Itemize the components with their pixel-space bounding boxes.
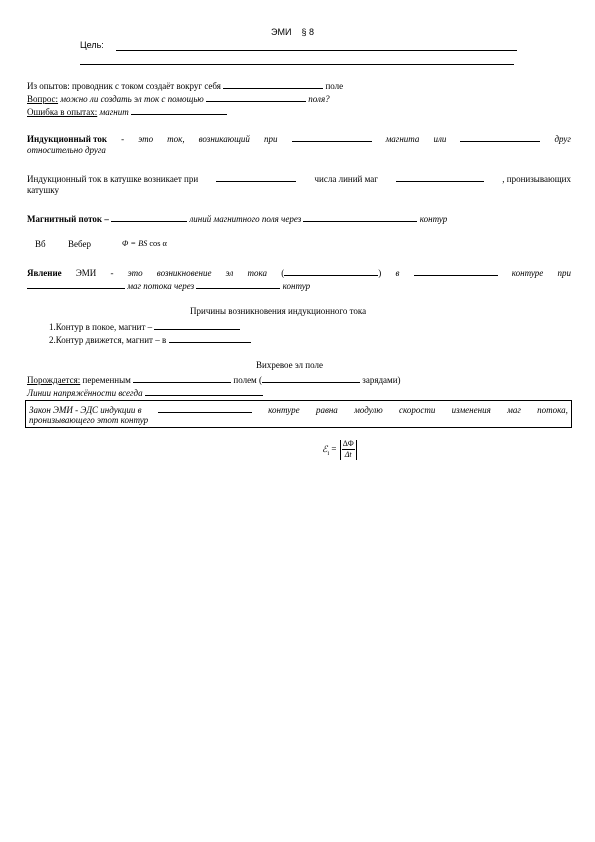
coil-line2: катушку — [27, 185, 59, 195]
unit-weber: Вебер — [68, 239, 91, 249]
causes-heading: Причины возникновения индукционного тока — [190, 306, 367, 316]
vortex-lines-line — [27, 386, 263, 399]
blank-coil[interactable] — [460, 132, 540, 142]
emf-formula — [322, 438, 358, 465]
word: равна — [315, 405, 338, 415]
blank-change[interactable] — [216, 172, 296, 182]
formula-cos: cos α — [149, 239, 167, 248]
word: тока — [247, 268, 268, 278]
word: при — [557, 268, 571, 278]
word: это — [138, 134, 154, 144]
section-number: § 8 — [301, 27, 314, 37]
vortex-heading: Вихревое эл поле — [256, 360, 323, 370]
phenomenon-end: контур — [282, 281, 311, 291]
word: при — [263, 134, 278, 144]
blank-motion[interactable] — [292, 132, 372, 142]
coil-text-3: , пронизывающих — [502, 174, 571, 184]
emi-law-line2: пронизывающего этот контур — [29, 415, 149, 425]
dash: - — [110, 268, 114, 278]
term-phenomenon: Явление — [27, 268, 62, 278]
word: эл — [225, 268, 234, 278]
cause-item-1 — [49, 320, 240, 333]
cause-2-text: 2.Контур движется, магнит – в — [49, 335, 167, 345]
blank-current-name[interactable] — [284, 266, 378, 276]
abs-bar-right — [356, 440, 357, 460]
word: потока, — [537, 405, 568, 415]
intro-end: поле — [325, 81, 344, 91]
blank-charges[interactable] — [262, 373, 360, 383]
cause-1-text: 1.Контур в покое, магнит – — [49, 322, 153, 332]
blank-closed-lines[interactable] — [145, 386, 263, 396]
blank-change-flux[interactable] — [27, 279, 125, 289]
blank-cause-1[interactable] — [154, 320, 240, 330]
word: в — [395, 268, 400, 278]
cause-item-2 — [49, 333, 251, 346]
word: изменения — [451, 405, 491, 415]
word: возникновение — [156, 268, 212, 278]
goal-label: Цель: — [80, 40, 104, 50]
blank-magnetic[interactable] — [133, 373, 231, 383]
mistake-label: Ошибка в опытах: — [27, 107, 98, 117]
goal-line-2[interactable] — [80, 64, 514, 65]
blank-surface[interactable] — [303, 212, 417, 222]
page-title — [271, 27, 314, 38]
paren-close: ) — [378, 268, 382, 278]
blank-question-field[interactable] — [206, 92, 306, 102]
formula-lhs: Φ = BS — [122, 239, 148, 248]
generated-text: переменным — [82, 375, 131, 385]
unit-vb: Вб — [35, 239, 46, 249]
lines-text: Линии напряжённости всегда — [27, 388, 143, 398]
induction-current-line2: относительно друга — [27, 145, 106, 155]
word: контуре — [511, 268, 544, 278]
blank-field[interactable] — [396, 172, 484, 182]
word: ЭМИ — [75, 268, 97, 278]
word: ток, — [167, 134, 185, 144]
question-end: поля? — [308, 94, 330, 104]
phenomenon-line2 — [27, 279, 310, 292]
fraction-denominator: Δt — [344, 450, 352, 460]
word: контуре — [268, 405, 300, 415]
blank-cause-2[interactable] — [169, 333, 251, 343]
induction-current-definition — [27, 132, 571, 145]
emf-subscript: i — [327, 450, 330, 457]
goal-line-1[interactable] — [116, 50, 517, 51]
word: возникающий — [198, 134, 250, 144]
coil-definition — [27, 172, 571, 185]
generated-label: Порождается: — [27, 375, 81, 385]
blank-contour[interactable] — [196, 279, 280, 289]
flux-text: линий магнитного поля через — [189, 214, 302, 224]
flux-end: контур — [419, 214, 448, 224]
field-word: полем ( — [233, 375, 263, 385]
blank-mistake[interactable] — [131, 105, 227, 115]
fraction — [342, 439, 355, 460]
word: это — [127, 268, 143, 278]
question-line — [27, 92, 330, 105]
word: друг — [554, 134, 571, 144]
paren-open: ( — [281, 268, 285, 278]
blank-number[interactable] — [111, 212, 187, 222]
question-text: можно ли создать эл ток с помощью — [60, 94, 204, 104]
emi-phenomenon-definition — [27, 266, 571, 279]
blank-field-type[interactable] — [223, 79, 323, 89]
vortex-generated-line — [27, 373, 401, 386]
mistake-text: магнит — [99, 107, 129, 117]
term-magnetic-flux: Магнитный поток – — [27, 214, 109, 224]
word: или — [433, 134, 447, 144]
law-start: Закон ЭМИ - ЭДС индукции в — [29, 405, 142, 415]
phenomenon-mid: маг потока через — [127, 281, 195, 291]
word: магнита — [385, 134, 420, 144]
mistake-line — [27, 105, 227, 118]
dash: - — [121, 134, 125, 144]
equals-sign: = — [331, 444, 337, 454]
experiments-intro — [27, 79, 343, 92]
question-label: Вопрос: — [27, 94, 59, 104]
word: маг — [507, 405, 521, 415]
charges-text: зарядами) — [362, 375, 401, 385]
term-induction-current: Индукционный ток — [27, 134, 108, 144]
intro-text: Из опытов: проводник с током создаёт вокруг себя — [27, 81, 221, 91]
emf-symbol: ℰ — [322, 444, 328, 454]
abs-bar-left — [340, 440, 341, 460]
flux-formula — [122, 238, 167, 249]
blank-closed[interactable] — [414, 266, 498, 276]
coil-text-1: Индукционный ток в катушке возникает при — [27, 174, 199, 184]
coil-text-2: числа линий маг — [314, 174, 378, 184]
fraction-numerator: ΔΦ — [342, 439, 354, 449]
word: скорости — [399, 405, 436, 415]
blank-law-closed[interactable] — [158, 403, 252, 413]
title-text: ЭМИ — [271, 27, 292, 37]
word: модулю — [354, 405, 383, 415]
magnetic-flux-definition — [27, 212, 447, 225]
